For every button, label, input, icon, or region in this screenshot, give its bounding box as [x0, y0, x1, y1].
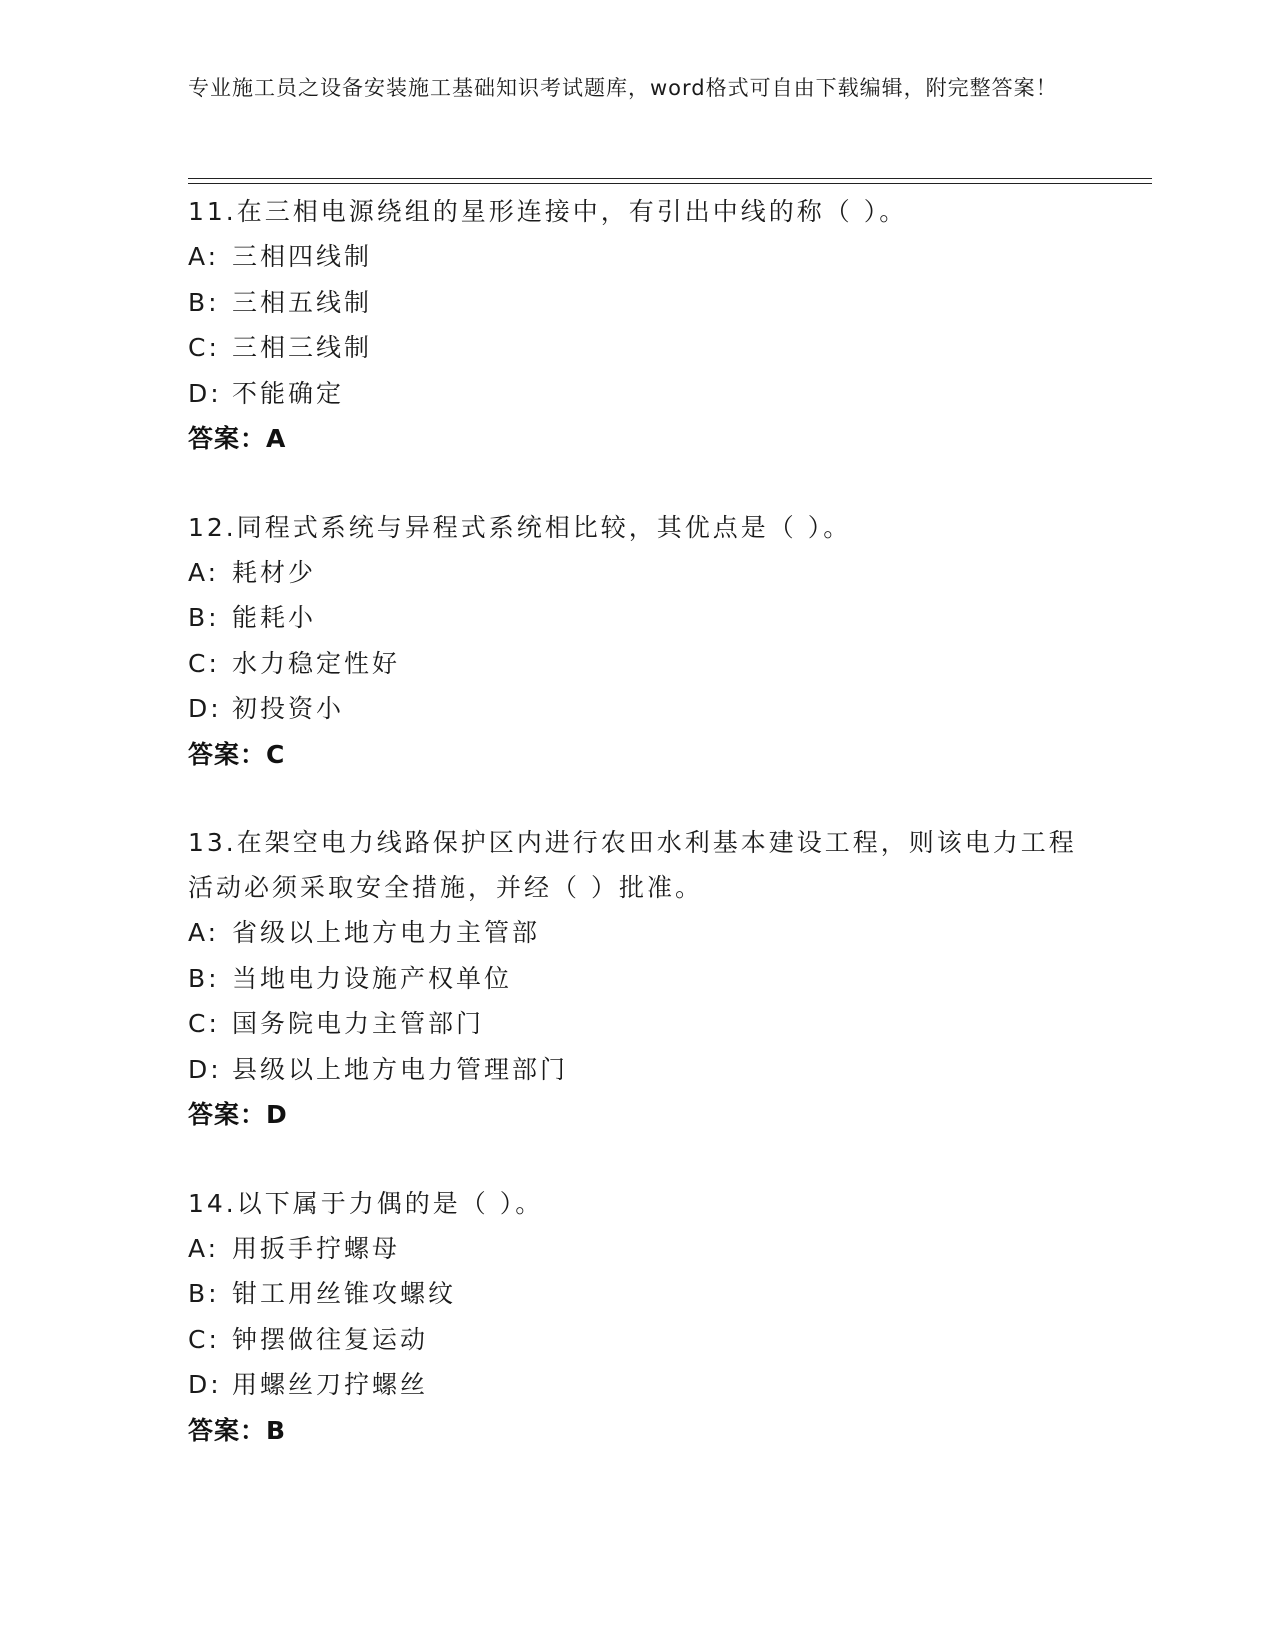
question-12 [188, 505, 1088, 778]
question-text: 在架空电力线路保护区内进行农田水利基本建设工程，则该电力工程活动必须采取安全措施，并经（ ）批准。 [188, 828, 1077, 902]
option-a [188, 910, 1088, 956]
option-d [188, 371, 1088, 417]
option-text: 县级以上地方电力管理部门 [232, 1054, 569, 1084]
option-text: 钳工用丝锥攻螺纹 [232, 1279, 457, 1308]
option-text: 初投资小 [232, 694, 345, 723]
question-number: 12. [188, 512, 237, 542]
option-a [188, 1226, 1088, 1272]
option-text: 能耗小 [232, 603, 317, 632]
option-d [188, 1047, 1088, 1093]
option-text: 钟摆做往复运动 [232, 1324, 429, 1354]
option-key: D: [188, 1054, 222, 1084]
option-d [188, 1362, 1088, 1408]
option-text: 耗材少 [232, 557, 317, 587]
document-header: 专业施工员之设备安装施工基础知识考试题库，word格式可自由下载编辑，附完整答案！ [188, 76, 1058, 100]
option-text: 当地电力设施产权单位 [232, 963, 513, 993]
option-b [188, 1271, 1088, 1317]
option-text: 三相四线制 [232, 242, 373, 271]
option-c [188, 641, 1088, 687]
option-key: B: [188, 287, 220, 317]
question-13 [188, 820, 1088, 1138]
option-key: D: [188, 378, 222, 408]
option-text: 国务院电力主管部门 [232, 1009, 485, 1038]
option-text: 用螺丝刀拧螺丝 [232, 1370, 429, 1399]
option-c [188, 1317, 1088, 1363]
header-divider-bottom [188, 183, 1152, 184]
option-c [188, 1001, 1088, 1047]
option-key: D: [188, 1370, 222, 1399]
question-number: 13. [188, 828, 237, 857]
option-a [188, 550, 1088, 596]
question-stem [188, 189, 1088, 234]
option-key: A: [188, 1233, 220, 1263]
question-11 [188, 189, 1088, 462]
option-text: 水力稳定性好 [232, 648, 401, 678]
option-key: A: [188, 242, 220, 271]
option-key: A: [188, 557, 220, 587]
question-text: 在三相电源绕组的星形连接中，有引出中线的称（ ）。 [236, 197, 908, 226]
option-key: C: [188, 648, 220, 678]
option-text: 三相五线制 [232, 287, 373, 317]
question-text: 同程式系统与异程式系统相比较，其优点是（ ）。 [236, 512, 852, 542]
option-key: C: [188, 333, 220, 362]
answer-line: 答案：B [188, 1415, 287, 1445]
option-text: 用扳手拧螺母 [232, 1233, 401, 1263]
question-stem [188, 820, 1088, 910]
option-b [188, 595, 1088, 641]
option-key: C: [188, 1324, 220, 1354]
option-text: 省级以上地方电力主管部 [232, 918, 541, 947]
option-key: B: [188, 603, 220, 632]
option-key: D: [188, 694, 222, 723]
option-b [188, 956, 1088, 1002]
option-b [188, 280, 1088, 326]
option-a [188, 234, 1088, 280]
option-d [188, 686, 1088, 732]
question-list [188, 189, 1088, 1496]
option-key: C: [188, 1009, 220, 1038]
question-stem [188, 1181, 1088, 1226]
question-number: 11. [188, 197, 237, 226]
header-divider-top [188, 178, 1152, 179]
option-key: B: [188, 1279, 220, 1308]
question-number: 14. [188, 1188, 237, 1218]
option-text: 三相三线制 [232, 333, 373, 362]
option-text: 不能确定 [232, 378, 345, 408]
answer-line: 答案：C [188, 739, 286, 769]
question-text: 以下属于力偶的是（ ）。 [236, 1188, 544, 1218]
option-key: A: [188, 918, 220, 947]
option-c [188, 325, 1088, 371]
question-14 [188, 1181, 1088, 1454]
answer-line: 答案：D [188, 1100, 288, 1129]
option-key: B: [188, 963, 220, 993]
answer-line: 答案：A [188, 424, 287, 453]
question-stem [188, 505, 1088, 550]
